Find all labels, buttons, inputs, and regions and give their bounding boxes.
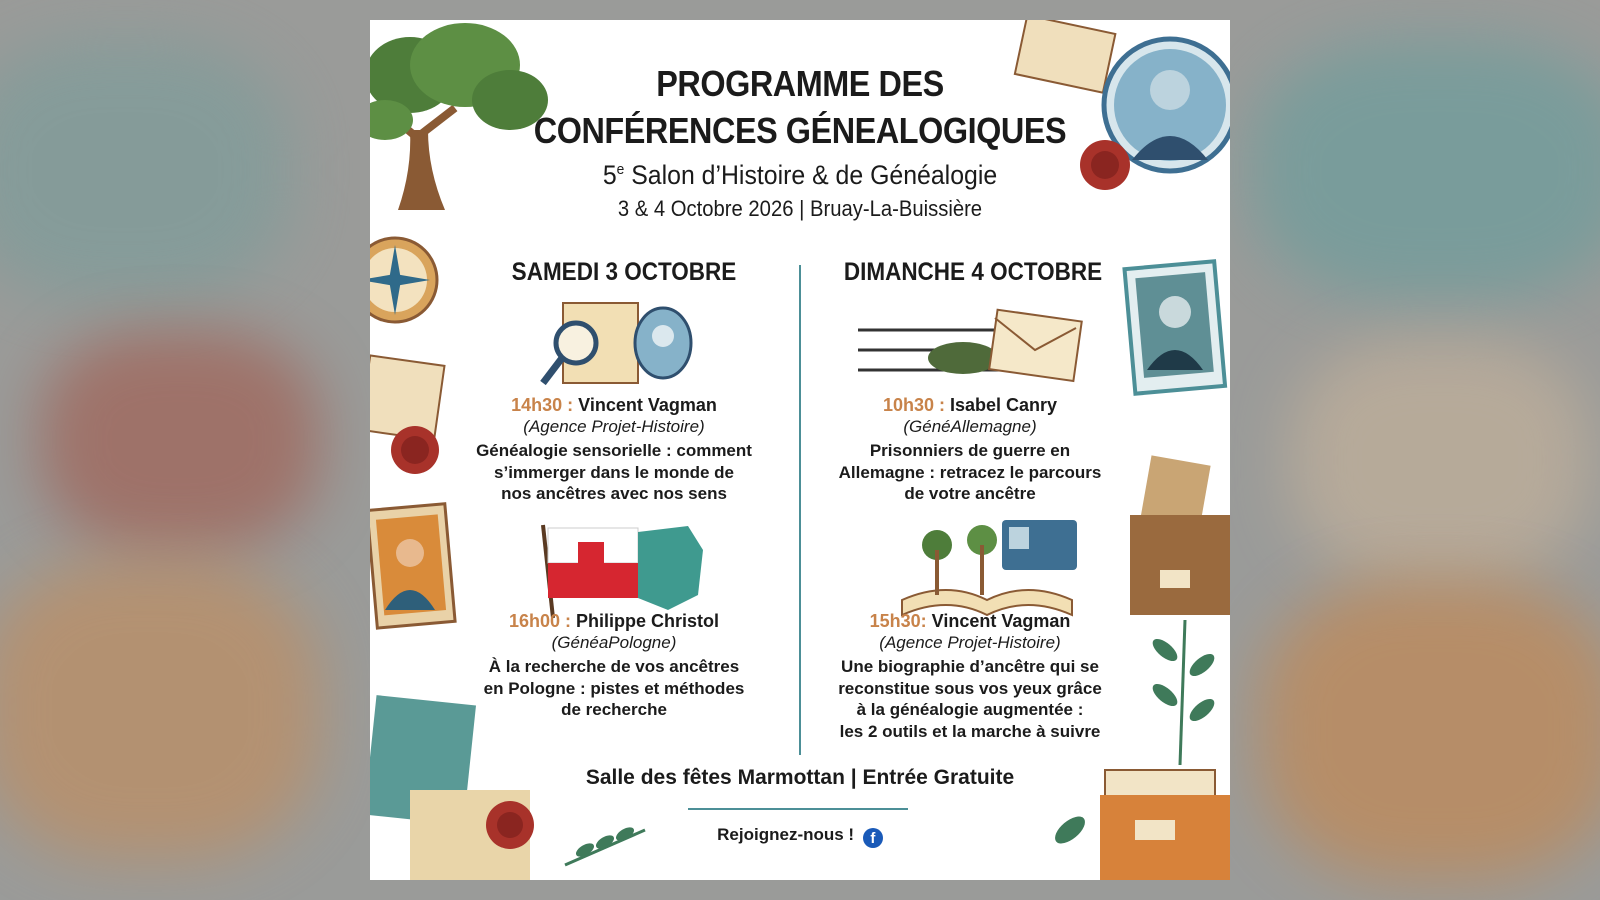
- desc-line: s’immerger dans le monde de: [494, 462, 734, 482]
- session-saturday-1600: [419, 610, 809, 721]
- desc-line: à la généalogie augmentée :: [856, 700, 1084, 719]
- session-organization: (GénéAllemagne): [903, 417, 1037, 436]
- edition-number: 5: [602, 160, 617, 190]
- magnifier-document-icon: [538, 298, 698, 393]
- conference-poster: [370, 20, 1230, 880]
- session-description: [775, 440, 1165, 505]
- session-organization: (Agence Projet-Histoire): [879, 633, 1061, 652]
- map-illustration: [370, 700, 530, 880]
- session-speaker: Vincent Vagman: [578, 395, 717, 415]
- session-organization: (GénéaPologne): [551, 633, 677, 652]
- desc-line: À la recherche de vos ancêtres: [488, 657, 740, 676]
- session-time: 16h00 :: [508, 611, 571, 631]
- session-description: [419, 656, 809, 721]
- event-subtitle: [404, 160, 1195, 191]
- polish-flag-map-icon: [538, 520, 708, 620]
- title-line-2: CONFÉRENCES GÉNEALOGIQUES: [533, 110, 1067, 151]
- desc-line: Une biographie d’ancêtre qui se: [841, 657, 1099, 676]
- session-saturday-1430: [419, 394, 809, 505]
- session-description: [775, 656, 1165, 742]
- page-title: [413, 60, 1187, 154]
- session-speaker: Vincent Vagman: [931, 611, 1071, 631]
- session-organization: (Agence Projet-Histoire): [523, 417, 705, 436]
- session-description: [419, 440, 809, 505]
- desc-line: en Pologne : pistes et méthodes: [483, 678, 745, 698]
- barbed-wire-envelope-icon: [858, 310, 1088, 395]
- session-time: 10h30 :: [882, 395, 945, 415]
- day-header-saturday: SAMEDI 3 OCTOBRE: [511, 258, 737, 286]
- session-speaker: Isabel Canry: [950, 395, 1058, 415]
- session-sunday-1530: [775, 610, 1165, 742]
- session-speaker: Philippe Christol: [576, 611, 720, 631]
- session-sunday-1030: [775, 394, 1165, 505]
- title-line-1: PROGRAMME DES: [656, 63, 944, 104]
- desc-line: Prisonniers de guerre en: [869, 441, 1071, 460]
- desc-line: nos ancêtres avec nos sens: [501, 484, 727, 503]
- desc-line: de votre ancêtre: [904, 484, 1036, 503]
- tree-book-id-card-icon: [897, 515, 1087, 625]
- edition-superscript: e: [616, 161, 625, 178]
- footer-divider: [688, 808, 908, 810]
- desc-line: reconstitue sous vos yeux grâce: [838, 678, 1102, 698]
- desc-line: les 2 outils et la marche à suivre: [839, 721, 1101, 741]
- session-time: 14h30 :: [511, 395, 574, 415]
- desc-line: Généalogie sensorielle : comment: [476, 441, 752, 460]
- desc-line: Allemagne : retracez le parcours: [838, 462, 1102, 482]
- venue-info: Salle des fêtes Marmottan | Entrée Gratuite: [585, 766, 1015, 789]
- join-us[interactable]: [370, 825, 1230, 848]
- event-dateline: 3 & 4 Octobre 2026 | Bruay-La-Buissière: [617, 196, 983, 221]
- desc-line: de recherche: [561, 700, 667, 719]
- event-name: Salon d’Histoire & de Généalogie: [624, 160, 998, 190]
- session-time: 15h30:: [869, 611, 927, 631]
- facebook-icon[interactable]: f: [863, 828, 883, 848]
- compass-icon: [370, 235, 450, 335]
- day-header-sunday: DIMANCHE 4 OCTOBRE: [843, 258, 1103, 286]
- join-label: Rejoignez-nous !: [717, 825, 855, 844]
